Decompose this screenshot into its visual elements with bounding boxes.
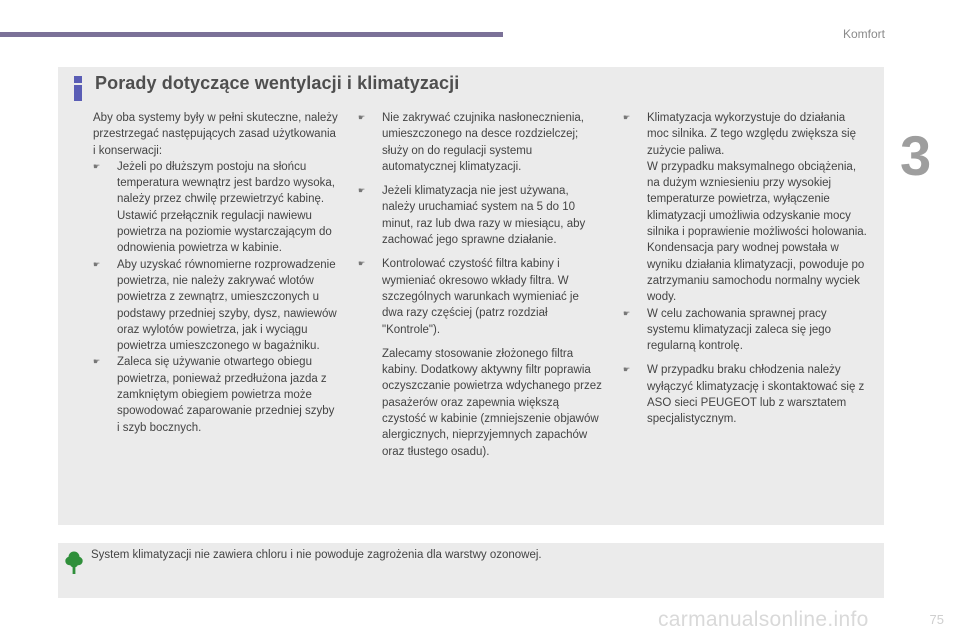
column-1 xyxy=(93,110,338,436)
list-item: ☛ W celu zachowania sprawnej pracy systemu klimatyzacji zaleca się jego regularną kontrolę. xyxy=(623,307,832,353)
pointing-hand-icon: ☛ xyxy=(358,186,366,196)
list-item-continuation: W przypadku maksymalnego obciążenia, na dużym wzniesieniu przy wysokiej temperaturze powietrza, wyłączenie klimatyzacji umożliwia odzyskanie mocy silnika i poprawienie możliwości holowania. xyxy=(647,160,867,239)
column-2 xyxy=(358,110,603,460)
tree-leaf-icon xyxy=(65,550,83,574)
list-item: ☛ Zaleca się używanie otwartego obiegu powietrza, ponieważ przedłużona jazda z zamkniętym obiegiem powietrza może spowodować zaparowanie przedniej szyby i szyb bocznych. xyxy=(93,356,335,434)
panel-title: Porady dotyczące wentylacji i klimatyzacji xyxy=(95,73,460,93)
pointing-hand-icon: ☛ xyxy=(358,259,366,269)
column-3 xyxy=(623,110,868,428)
watermark: carmanualsonline.info xyxy=(658,608,869,631)
info-panel xyxy=(58,67,884,525)
list-item: ☛ Kontrolować czystość filtra kabiny i wymieniać okresowo wkłady filtra. W szczególnych warunkach wymieniać je dwa razy częściej (patrz rozdział "Kontrole"). xyxy=(358,258,579,336)
section-label: Komfort xyxy=(842,27,885,41)
pointing-hand-icon: ☛ xyxy=(623,308,631,318)
pointing-hand-icon: ☛ xyxy=(93,357,101,367)
list-item: ☛ Jeżeli klimatyzacja nie jest używana, należy uruchamiać system na 5 do 10 minut, raz lub dwa razy w miesiącu, aby zachować jego sprawne działanie. xyxy=(358,185,586,247)
list-item: ☛ Klimatyzacja wykorzystuje do działania moc silnika. Z tego względu zwiększa się zużycie paliwa. xyxy=(623,112,856,157)
info-icon xyxy=(71,76,85,102)
list-item-continuation: Ustawić przełącznik regulacji nawiewu powietrza na poziomie wystarczającym do odnowienia powietrza w kabinie. xyxy=(117,209,332,255)
page-number: 75 xyxy=(929,612,944,627)
pointing-hand-icon: ☛ xyxy=(623,113,631,122)
list-item-continuation: Kondensacja pary wodnej powstała w wyniku działania klimatyzacji, powoduje po zatrzymaniu samochodu normalny wyciek wody. xyxy=(647,242,865,304)
pointing-hand-icon: ☛ xyxy=(93,161,101,171)
pointing-hand-icon: ☛ xyxy=(358,113,366,122)
intro-paragraph: Aby oba systemy były w pełni skuteczne, należy przestrzegać następujących zasad użytkowania i konserwacji: xyxy=(93,112,338,157)
pointing-hand-icon: ☛ xyxy=(93,259,101,269)
note-text: System klimatyzacji nie zawiera chloru i nie powoduje zagrożenia dla warstwy ozonowej. xyxy=(91,549,542,561)
list-item: ☛ W przypadku braku chłodzenia należy wyłączyć klimatyzację i skontaktować się z ASO sieci PEUGEOT lub z warsztatem specjalistycznym. xyxy=(623,364,865,426)
list-item-continuation: Zalecamy stosowanie złożonego filtra kabiny. Dodatkowy aktywny filtr poprawia oczyszczanie powietrza wdychanego przez pasażerów oraz zapewnia większą czystość w kabinie (zmniejszenie objawów alergicznych, nieprzyjemnych zapachów oraz tłustego osadu). xyxy=(382,347,602,458)
environment-note-panel xyxy=(58,543,884,598)
chapter-number: 3 xyxy=(900,124,932,187)
header-accent-bar xyxy=(0,32,503,37)
list-item: ☛ Aby uzyskać równomierne rozprowadzenie powietrza, nie należy zakrywać wlotów powietrza z zewnątrz, umieszczonych u podstawy przedniej szyby, dysz, nawiewów oraz wylotów powietrza, jak i wyciągu powietrza umieszczonego w bagażniku. xyxy=(93,258,337,353)
list-item: ☛ Nie zakrywać czujnika nasłonecznienia, umieszczonego na desce rozdzielczej; służy on do regulacji systemu automatycznej klimatyzacji. xyxy=(358,112,584,173)
list-item: ☛ Jeżeli po dłuższym postoju na słońcu temperatura wewnątrz jest bardzo wysoka, należy przez chwilę przewietrzyć kabinę. xyxy=(93,160,335,206)
pointing-hand-icon: ☛ xyxy=(623,365,631,375)
